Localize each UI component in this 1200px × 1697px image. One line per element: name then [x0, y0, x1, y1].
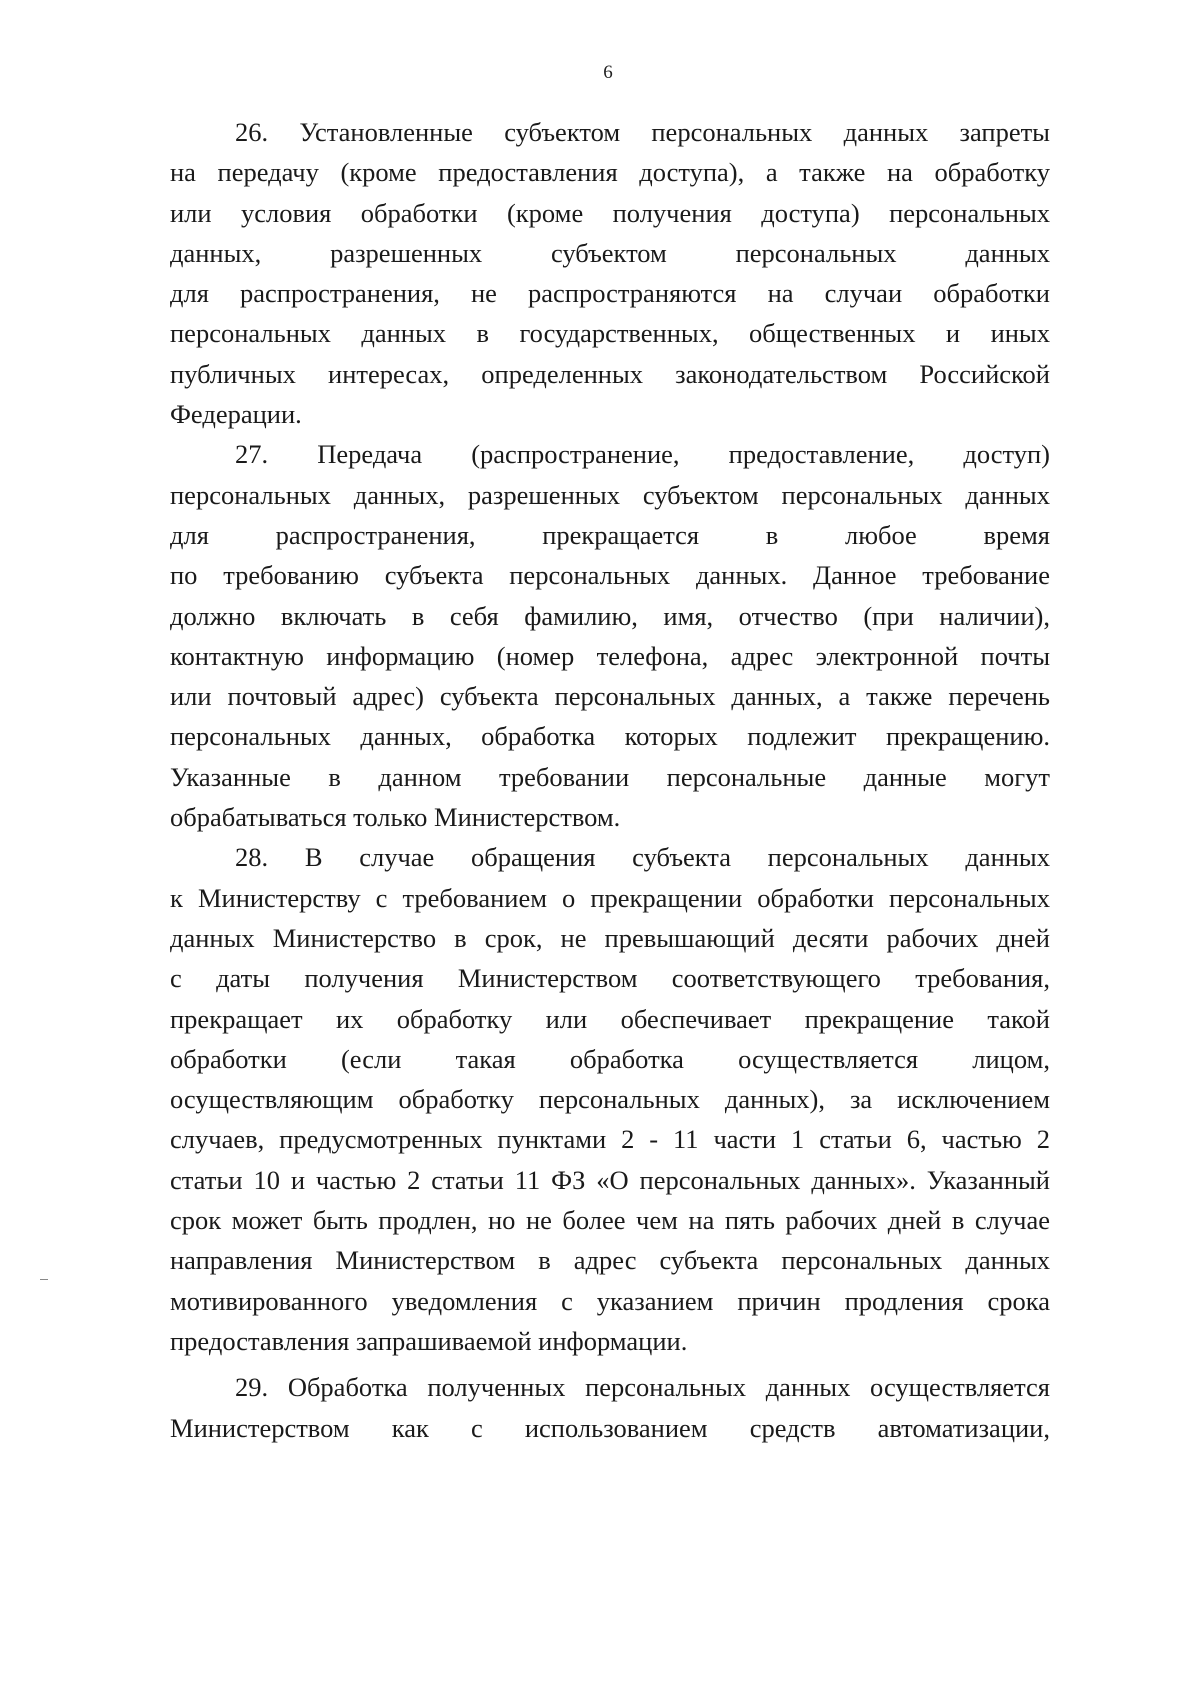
text-line: данных, разрешенных субъектом персональных данных	[170, 237, 1050, 268]
text-line: должно включать в себя фамилию, имя, отчество (при наличии),	[170, 600, 1050, 631]
text-line: направления Министерством в адрес субъекта персональных данных	[170, 1245, 1050, 1276]
text-line: Указанные в данном требовании персональные данные могут	[170, 761, 1050, 792]
text-line: предоставления запрашиваемой информации.	[170, 1325, 688, 1356]
text-line: для распространения, прекращается в любое время	[170, 519, 1050, 550]
text-line: Министерством как с использованием средств автоматизации,	[170, 1412, 1050, 1443]
text-line: 26. Установленные субъектом персональных данных запреты	[235, 117, 1050, 147]
text-line: или почтовый адрес) субъекта персональных данных, а также перечень	[170, 681, 1050, 712]
text-line: 28. В случае обращения субъекта персональных данных	[235, 842, 1050, 873]
text-line: 29. Обработка полученных персональных данных осуществляется	[235, 1372, 1050, 1403]
text-line: обработки (если такая обработка осуществляется лицом,	[170, 1043, 1050, 1074]
text-line: случаев, предусмотренных пунктами 2 - 11 части 1 статьи 6, частью 2	[170, 1124, 1050, 1155]
text-line: для распространения, не распространяются на случаи обработки	[170, 278, 1050, 309]
text-line: персональных данных, обработка которых подлежит прекращению.	[170, 721, 1050, 752]
text-line: Федерации.	[170, 399, 302, 430]
text-line: контактную информацию (номер телефона, адрес электронной почты	[170, 640, 1050, 671]
text-line: к Министерству с требованием о прекращении обработки персональных	[170, 882, 1050, 913]
paragraph-27	[170, 434, 1050, 837]
text-line: осуществляющим обработку персональных данных), за исключением	[170, 1084, 1050, 1115]
text-line: или условия обработки (кроме получения доступа) персональных	[170, 197, 1050, 228]
text-line: публичных интересах, определенных законодательством Российской	[170, 358, 1050, 389]
text-line: персональных данных, разрешенных субъектом персональных данных	[170, 479, 1050, 510]
text-line: персональных данных в государственных, общественных и иных	[170, 318, 1050, 349]
paragraph-26	[170, 112, 1050, 434]
text-line: мотивированного уведомления с указанием причин продления срока	[170, 1285, 1050, 1316]
scan-mark	[40, 1279, 48, 1280]
page-number: 6	[603, 62, 613, 83]
text-line: по требованию субъекта персональных данных. Данное требование	[170, 560, 1050, 591]
document-body	[170, 112, 1050, 1448]
text-line: статьи 10 и частью 2 статьи 11 ФЗ «О персональных данных». Указанный	[170, 1164, 1050, 1195]
paragraph-28	[170, 837, 1050, 1361]
paragraph-29	[170, 1367, 1050, 1448]
text-line: 27. Передача (распространение, предоставление, доступ)	[235, 439, 1050, 470]
text-line: прекращает их обработку или обеспечивает прекращение такой	[170, 1003, 1050, 1034]
text-line: с даты получения Министерством соответствующего требования,	[170, 963, 1050, 994]
text-line: на передачу (кроме предоставления доступа), а также на обработку	[170, 157, 1050, 188]
text-line: срок может быть продлен, но не более чем на пять рабочих дней в случае	[170, 1205, 1050, 1236]
text-line: обрабатываться только Министерством.	[170, 802, 621, 833]
text-line: данных Министерство в срок, не превышающий десяти рабочих дней	[170, 922, 1050, 953]
